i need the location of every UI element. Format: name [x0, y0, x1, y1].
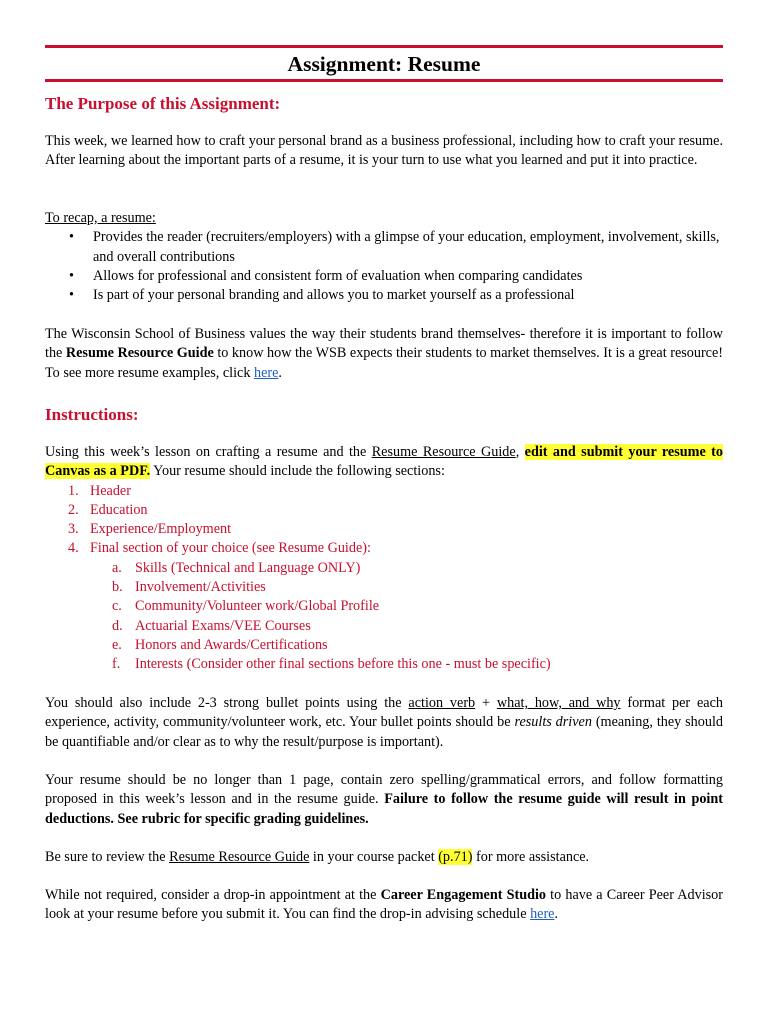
resume-guide-bold: Resume Resource Guide [65, 345, 214, 362]
instructions-section [45, 443, 723, 675]
bullet-icon: • [69, 287, 74, 304]
page-ref-highlight: (p.71) [438, 849, 473, 865]
list-item: • Provides the reader (recruiters/employers) with a glimpse of your education, employment, involvement, skills, and overall contributions [69, 229, 720, 265]
list-item: f. Interests (Consider other final sections before this one - must be specific) [112, 656, 551, 673]
title-underline-rule [45, 79, 723, 82]
list-item: 1. Header [68, 482, 131, 499]
list-item: e. Honors and Awards/Certifications [112, 636, 328, 653]
sections-list [45, 482, 723, 675]
list-item: a. Skills (Technical and Language ONLY) [112, 559, 361, 576]
advising-schedule-link[interactable]: here [530, 906, 555, 923]
recap-section [45, 209, 723, 305]
instructions-paragraph: Using this week’s lesson on crafting a resume and the Resume Resource Guide, edit and submit your resume to Canvas as a PDF. Your resume should include the following sections: [45, 444, 723, 480]
submit-highlight: edit and submit your resume to Canvas as a PDF. [45, 444, 723, 480]
bullet-points-paragraph: You should also include 2-3 strong bullet points using the action verb + what, how, and why format per each experience, activity, community/volunteer work, etc. Your bullet points should be results driven (meaning, they should be quantifiable and/or clear as to why the result/purpose is important). [45, 695, 723, 750]
list-item: c. Community/Volunteer work/Global Profile [112, 598, 380, 615]
list-item: • Allows for professional and consistent form of evaluation when comparing candidates [45, 267, 723, 286]
list-item: 2. Education [68, 501, 148, 518]
page-title: Assignment: Resume [287, 52, 481, 76]
bullet-icon: • [69, 267, 74, 284]
list-item: • Is part of your personal branding and allows you to market yourself as a professional [45, 286, 723, 305]
resume-guide-link-2[interactable]: Resume Resource Guide [169, 849, 310, 865]
top-rule [45, 45, 723, 48]
career-studio-bold: Career Engagement Studio [380, 887, 547, 903]
final-section-options [90, 559, 723, 675]
bullet-icon: • [69, 229, 74, 246]
purpose-heading: The Purpose of this Assignment: [45, 94, 281, 113]
recap-list [45, 228, 723, 305]
resume-guide-link[interactable]: Resume Resource Guide [371, 444, 516, 460]
length-paragraph: Your resume should be no longer than 1 page, contain zero spelling/grammatical errors, and follow formatting proposed in this week’s lesson and in the resume guide. Failure to follow the resume guide will result in point deductions. See rubric for specific grading guidelines. [45, 772, 723, 827]
list-item: d. Actuarial Exams/VEE Courses [112, 617, 311, 634]
list-item: 3. Experience/Employment [68, 521, 232, 538]
instructions-heading: Instructions: [45, 405, 139, 424]
recap-label: To recap, a resume: [45, 210, 156, 226]
review-paragraph: Be sure to review the Resume Resource Guide in your course packet (p.71) for more assistance. [45, 849, 590, 865]
purpose-intro-paragraph: This week, we learned how to craft your personal brand as a business professional, including how to craft your resume. After learning about the important parts of a resume, it is your turn to use what you learned and put it into practice. [45, 133, 723, 169]
career-studio-paragraph: While not required, consider a drop-in appointment at the Career Engagement Studio to have a Career Peer Advisor look at your resume before you submit it. You can find the drop-in advising schedule here. [45, 887, 724, 923]
deduction-warning: Failure to follow the resume guide will result in point deductions. See rubric for specific grading guidelines. [45, 791, 723, 827]
resume-examples-link[interactable]: here [253, 364, 279, 381]
list-item: b. Involvement/Activities [112, 579, 266, 596]
list-item: 4. Final section of your choice (see Resume Guide): a. Skills (Technical and Language ONLY) b. Involvement/Activities c. Community/Volunteer work/Global Profile d. Actuarial Exams/VEE Courses e. Honors and Awards/Certifications f. Interests (Consider other final sections before this one - must be specific) [45, 539, 723, 674]
wsb-paragraph: The Wisconsin School of Business values the way their students brand themselves- therefore it is important to follow the Resume Resource Guide to know how the WSB expects their students to market themselves. It is a great resource! To see more resume examples, click here. [45, 326, 723, 381]
